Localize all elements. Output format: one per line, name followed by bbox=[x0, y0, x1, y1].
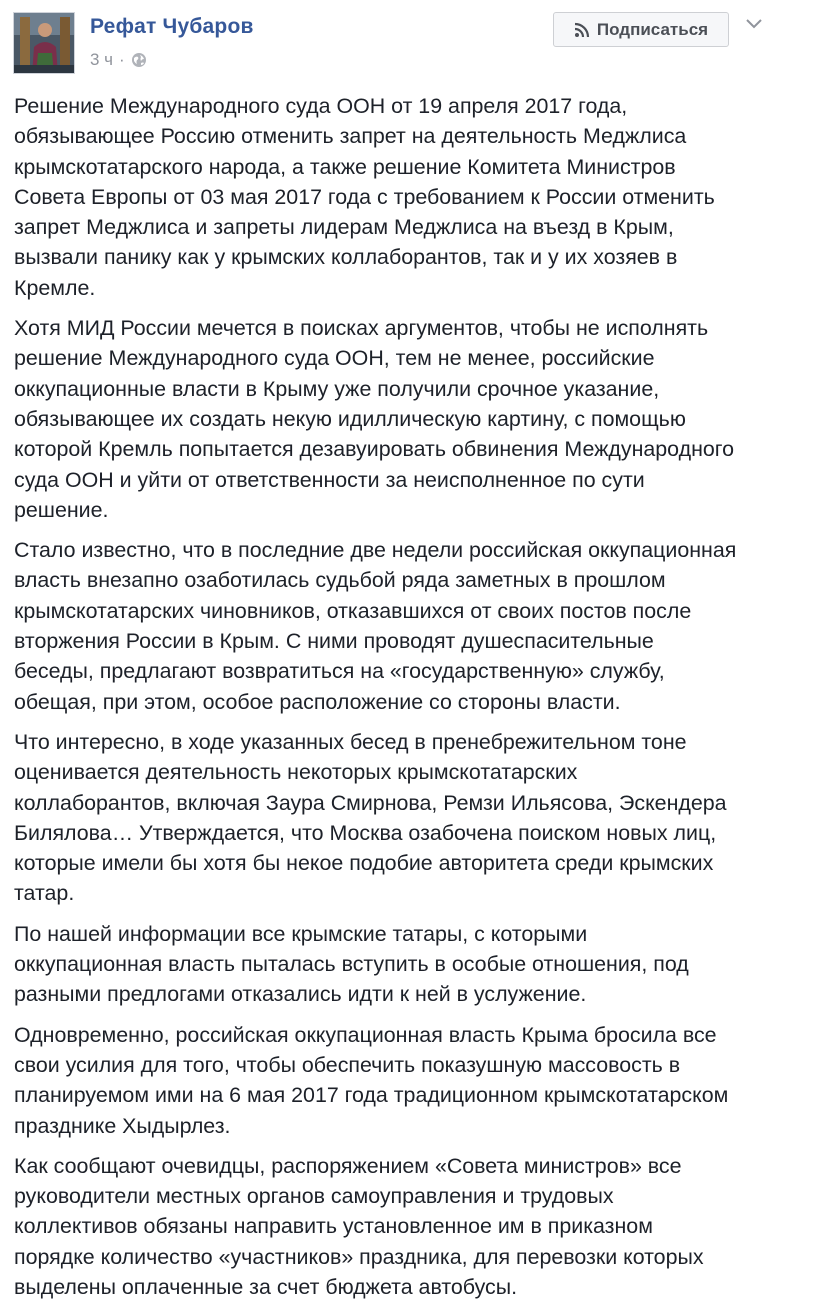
post-paragraph: Хотя МИД России мечется в поисках аргументов, чтобы не исполнять решение Международного суда ООН, тем не менее, российские оккупационные власти в Крыму уже получили срочное указание, обязывающее их создать некую идиллическую картину, с помощью которой Кремль попытается дезавуировать обвинения Международного суда ООН и уйти от ответственности за неисполненное по сути решение. bbox=[14, 316, 735, 522]
post-timestamp[interactable]: 3 ч bbox=[90, 50, 114, 69]
post-paragraph: Что интересно, в ходе указанных бесед в пренебрежительном тоне оценивается деятельность некоторых крымскотатарских коллаборантов, включая Заура Смирнова, Ремзи Ильясова, Эскендера Билялова… Утверждается, что Москва озабочена поиском новых лиц, которые имели бы хотя бы некое подобие авторитета среди крымских татар. bbox=[14, 729, 727, 906]
post-paragraph: Одновременно, российская оккупационная власть Крыма бросила все свои усилия для того, чтобы обеспечить показушную массовость в планируемом ими на 6 мая 2017 года традиционном крымскотатарском празднике Хыдырлез. bbox=[14, 1022, 729, 1138]
globe-icon[interactable] bbox=[131, 52, 147, 68]
avatar-photo bbox=[14, 13, 75, 74]
post-paragraph: Стало известно, что в последние две недели российская оккупационная власть внезапно озаботилась судьбой ряда заметных в прошлом крымскотатарских чиновников, отказавшихся от своих постов после вторжения России в Крым. С ними проводят душеспасительные беседы, предлагают возвратиться на «государственную» службу, обещая, при этом, особое расположение со стороны власти. bbox=[14, 538, 737, 714]
post-body bbox=[14, 91, 814, 1312]
meta-separator: · bbox=[119, 50, 125, 69]
post-paragraph: Как сообщают очевидцы, распоряжением «Совета министров» все руководители местных органов самоуправления и трудовых коллективов обязаны направить установленное им в приказном порядке количество «участников» праздника, для перевозки которых выделены оплаченные за счет бюджета автобусы. bbox=[14, 1153, 704, 1299]
post-paragraph: Решение Международного суда ООН от 19 апреля 2017 года, обязывающее Россию отменить запрет на деятельность Меджлиса крымскотатарского народа, а также решение Комитета Министров Совета Европы от 03 мая 2017 года с требованием к России отменить запрет Меджлиса и запреты лидерам Меджлиса на въезд в Крым, вызвали панику как у крымских коллаборантов, так и у их хозяев в Кремле. bbox=[14, 94, 715, 300]
chevron-down-icon[interactable] bbox=[744, 17, 764, 31]
post-meta bbox=[90, 50, 147, 70]
avatar[interactable] bbox=[13, 12, 75, 74]
subscribe-label: Подписаться bbox=[596, 19, 709, 39]
author-name-link[interactable]: Рефат Чубаров bbox=[90, 15, 254, 38]
post-paragraph: По нашей информации все крымские татары, с которыми оккупационная власть пыталась вступить в особые отношения, под разными предлогами отказались идти к ней в услужение. bbox=[14, 921, 689, 1007]
subscribe-button[interactable] bbox=[553, 12, 729, 47]
post-header bbox=[0, 0, 828, 82]
rss-icon bbox=[574, 22, 590, 38]
